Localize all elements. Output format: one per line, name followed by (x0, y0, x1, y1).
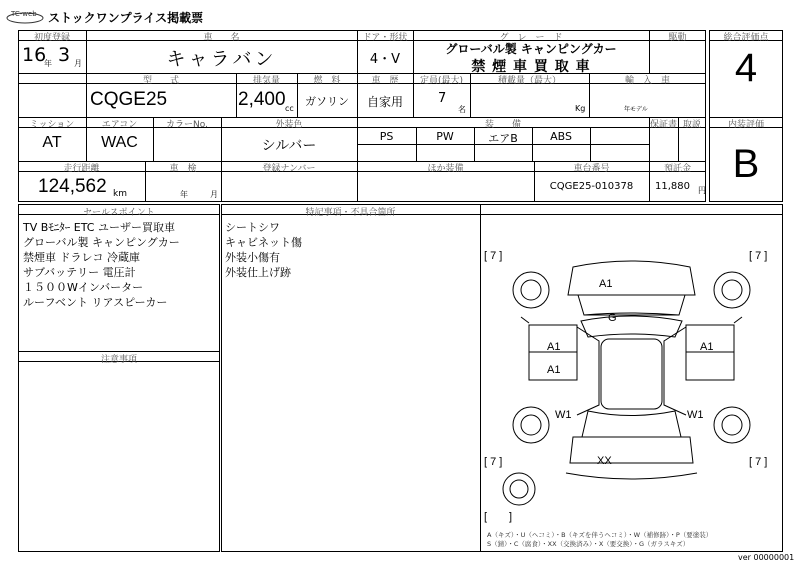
model-code: CQGE25 (90, 89, 168, 110)
label-remarks: 特記事項・不具合箇所 (305, 208, 396, 218)
mileage-unit: km (113, 189, 127, 199)
label-overall-score: 総合評価点 (723, 33, 769, 43)
label-mission: ミッション (29, 120, 75, 130)
remark-item: 外装仕上げ跡 (225, 266, 291, 279)
label-plate: 登録ナンバー (262, 164, 316, 174)
label-sales-points: セールスポイント (83, 208, 155, 218)
label-caution: 注意事項 (100, 355, 137, 365)
damage-mark: XX (597, 455, 612, 467)
label-interior-score: 内装評価 (727, 120, 764, 130)
legend-line1: A（キズ）・U（ヘコミ）・B（キズを伴うヘコミ）・W（補修跡）・P（要塗装） (487, 531, 713, 539)
overall-score: 4 (734, 46, 758, 90)
chassis-no: CQGE25-010378 (549, 181, 634, 192)
page-title: ストックワンプライス掲載票 (48, 11, 204, 25)
mileage: 124,562 (38, 176, 107, 197)
car-name: キャラバン (166, 48, 277, 70)
fuel: ガソリン (305, 95, 349, 108)
label-exterior-color: 外装色 (275, 120, 303, 130)
sales-point-item: ルーフベント リアスピーカー (23, 296, 168, 309)
first-reg-year: 16 (22, 44, 47, 66)
equipment-ps: PS (379, 130, 394, 143)
sales-point-item: 禁煙車 ドラレコ 冷蔵庫 (23, 251, 140, 264)
displacement: 2,400 (238, 89, 286, 110)
label-doors: ドア・形状 (362, 33, 408, 43)
car-diagram (481, 215, 782, 551)
sales-point-item: １５００Wインバーター (23, 281, 144, 294)
first-reg-year-unit: 年 (44, 59, 52, 68)
damage-mark: A1 (547, 341, 561, 353)
label-displacement: 排気量 (252, 76, 280, 86)
label-price: 預託金 (663, 164, 691, 174)
price-unit: 円 (698, 186, 706, 195)
legend-line2: S（錆）・C（腐食）・XX（交換済み）・X（要交換）・G（ガラスキズ） (487, 540, 690, 548)
price: 11,880 (655, 181, 690, 192)
sales-point-item: TV Bﾓﾆﾀｰ ETC ユーザー買取車 (23, 221, 175, 234)
damage-mark: A1 (599, 278, 613, 290)
mission: AT (42, 134, 62, 151)
label-import: 輸 入 車 (624, 76, 670, 86)
label-other-equipment: ほか装備 (427, 164, 464, 174)
label-grade: グ レ ー ド (499, 33, 563, 43)
damage-mark: G (608, 312, 617, 324)
inspection-month: 月 (210, 190, 218, 199)
label-load: 積載量（最大） (497, 76, 561, 86)
equipment-pw: PW (436, 130, 454, 143)
tire-label-front-right: [ 7 ] (749, 250, 768, 262)
grade-line1: グローバル製 キャンピングカー (445, 42, 617, 56)
label-warranty: 保証書 (649, 120, 677, 130)
label-capacity: 定員(最大) (419, 76, 464, 86)
version-label: ver 00000001 (738, 553, 795, 562)
label-car-name: 車 名 (203, 33, 240, 43)
displacement-unit: cc (285, 104, 294, 113)
label-history: 車 歴 (371, 76, 399, 86)
sales-point-item: グローバル製 キャンピングカー (23, 236, 180, 249)
label-color-no: カラーNo. (166, 120, 208, 130)
remark-item: キャビネット傷 (225, 236, 302, 249)
import-year-unit: 年モデル (624, 106, 648, 113)
label-manual: 取説 (682, 120, 701, 130)
label-equipment: 装 備 (484, 120, 521, 130)
inspection-year: 年 (180, 190, 188, 199)
aircon: WAC (101, 134, 138, 151)
capacity: 7 (438, 91, 447, 106)
remark-item: シートシワ (225, 221, 280, 234)
tire-label-front-left: [ 7 ] (484, 250, 503, 262)
label-chassis-no: 車台番号 (573, 164, 610, 174)
exterior-color: シルバー (261, 138, 317, 154)
label-aircon: エアコン (101, 120, 138, 130)
label-inspection: 車 検 (169, 164, 197, 174)
label-model-code: 型 式 (142, 76, 179, 86)
label-first-reg: 初度登録 (33, 33, 70, 43)
remark-item: 外装小傷有 (225, 251, 280, 264)
capacity-unit: 名 (458, 105, 466, 114)
equipment-abs: ABS (550, 130, 572, 143)
damage-mark: A1 (700, 341, 714, 353)
sales-point-item: サブバッテリー 電圧計 (23, 266, 136, 279)
damage-mark: W1 (555, 409, 572, 421)
spare-tire-label: [ ] (484, 511, 513, 523)
damage-mark: A1 (547, 364, 561, 376)
tire-label-rear-right: [ 7 ] (749, 456, 768, 468)
history: 自家用 (366, 95, 403, 109)
logo-text: TC-web (11, 10, 37, 18)
tire-label-rear-left: [ 7 ] (484, 456, 503, 468)
damage-mark: W1 (687, 409, 704, 421)
grade-line2: 禁 煙 車 買 取 車 (471, 59, 591, 75)
label-mileage: 走行距離 (63, 164, 100, 174)
label-drive: 駆動 (668, 33, 687, 43)
first-reg-month-unit: 月 (74, 59, 82, 68)
label-fuel: 燃 料 (313, 76, 341, 86)
equipment-airbag: エアB (488, 132, 518, 145)
interior-score: B (732, 142, 760, 186)
load-unit: Kg (575, 104, 586, 113)
first-reg-month: 3 (58, 44, 71, 66)
doors-shape: 4・V (369, 52, 401, 67)
